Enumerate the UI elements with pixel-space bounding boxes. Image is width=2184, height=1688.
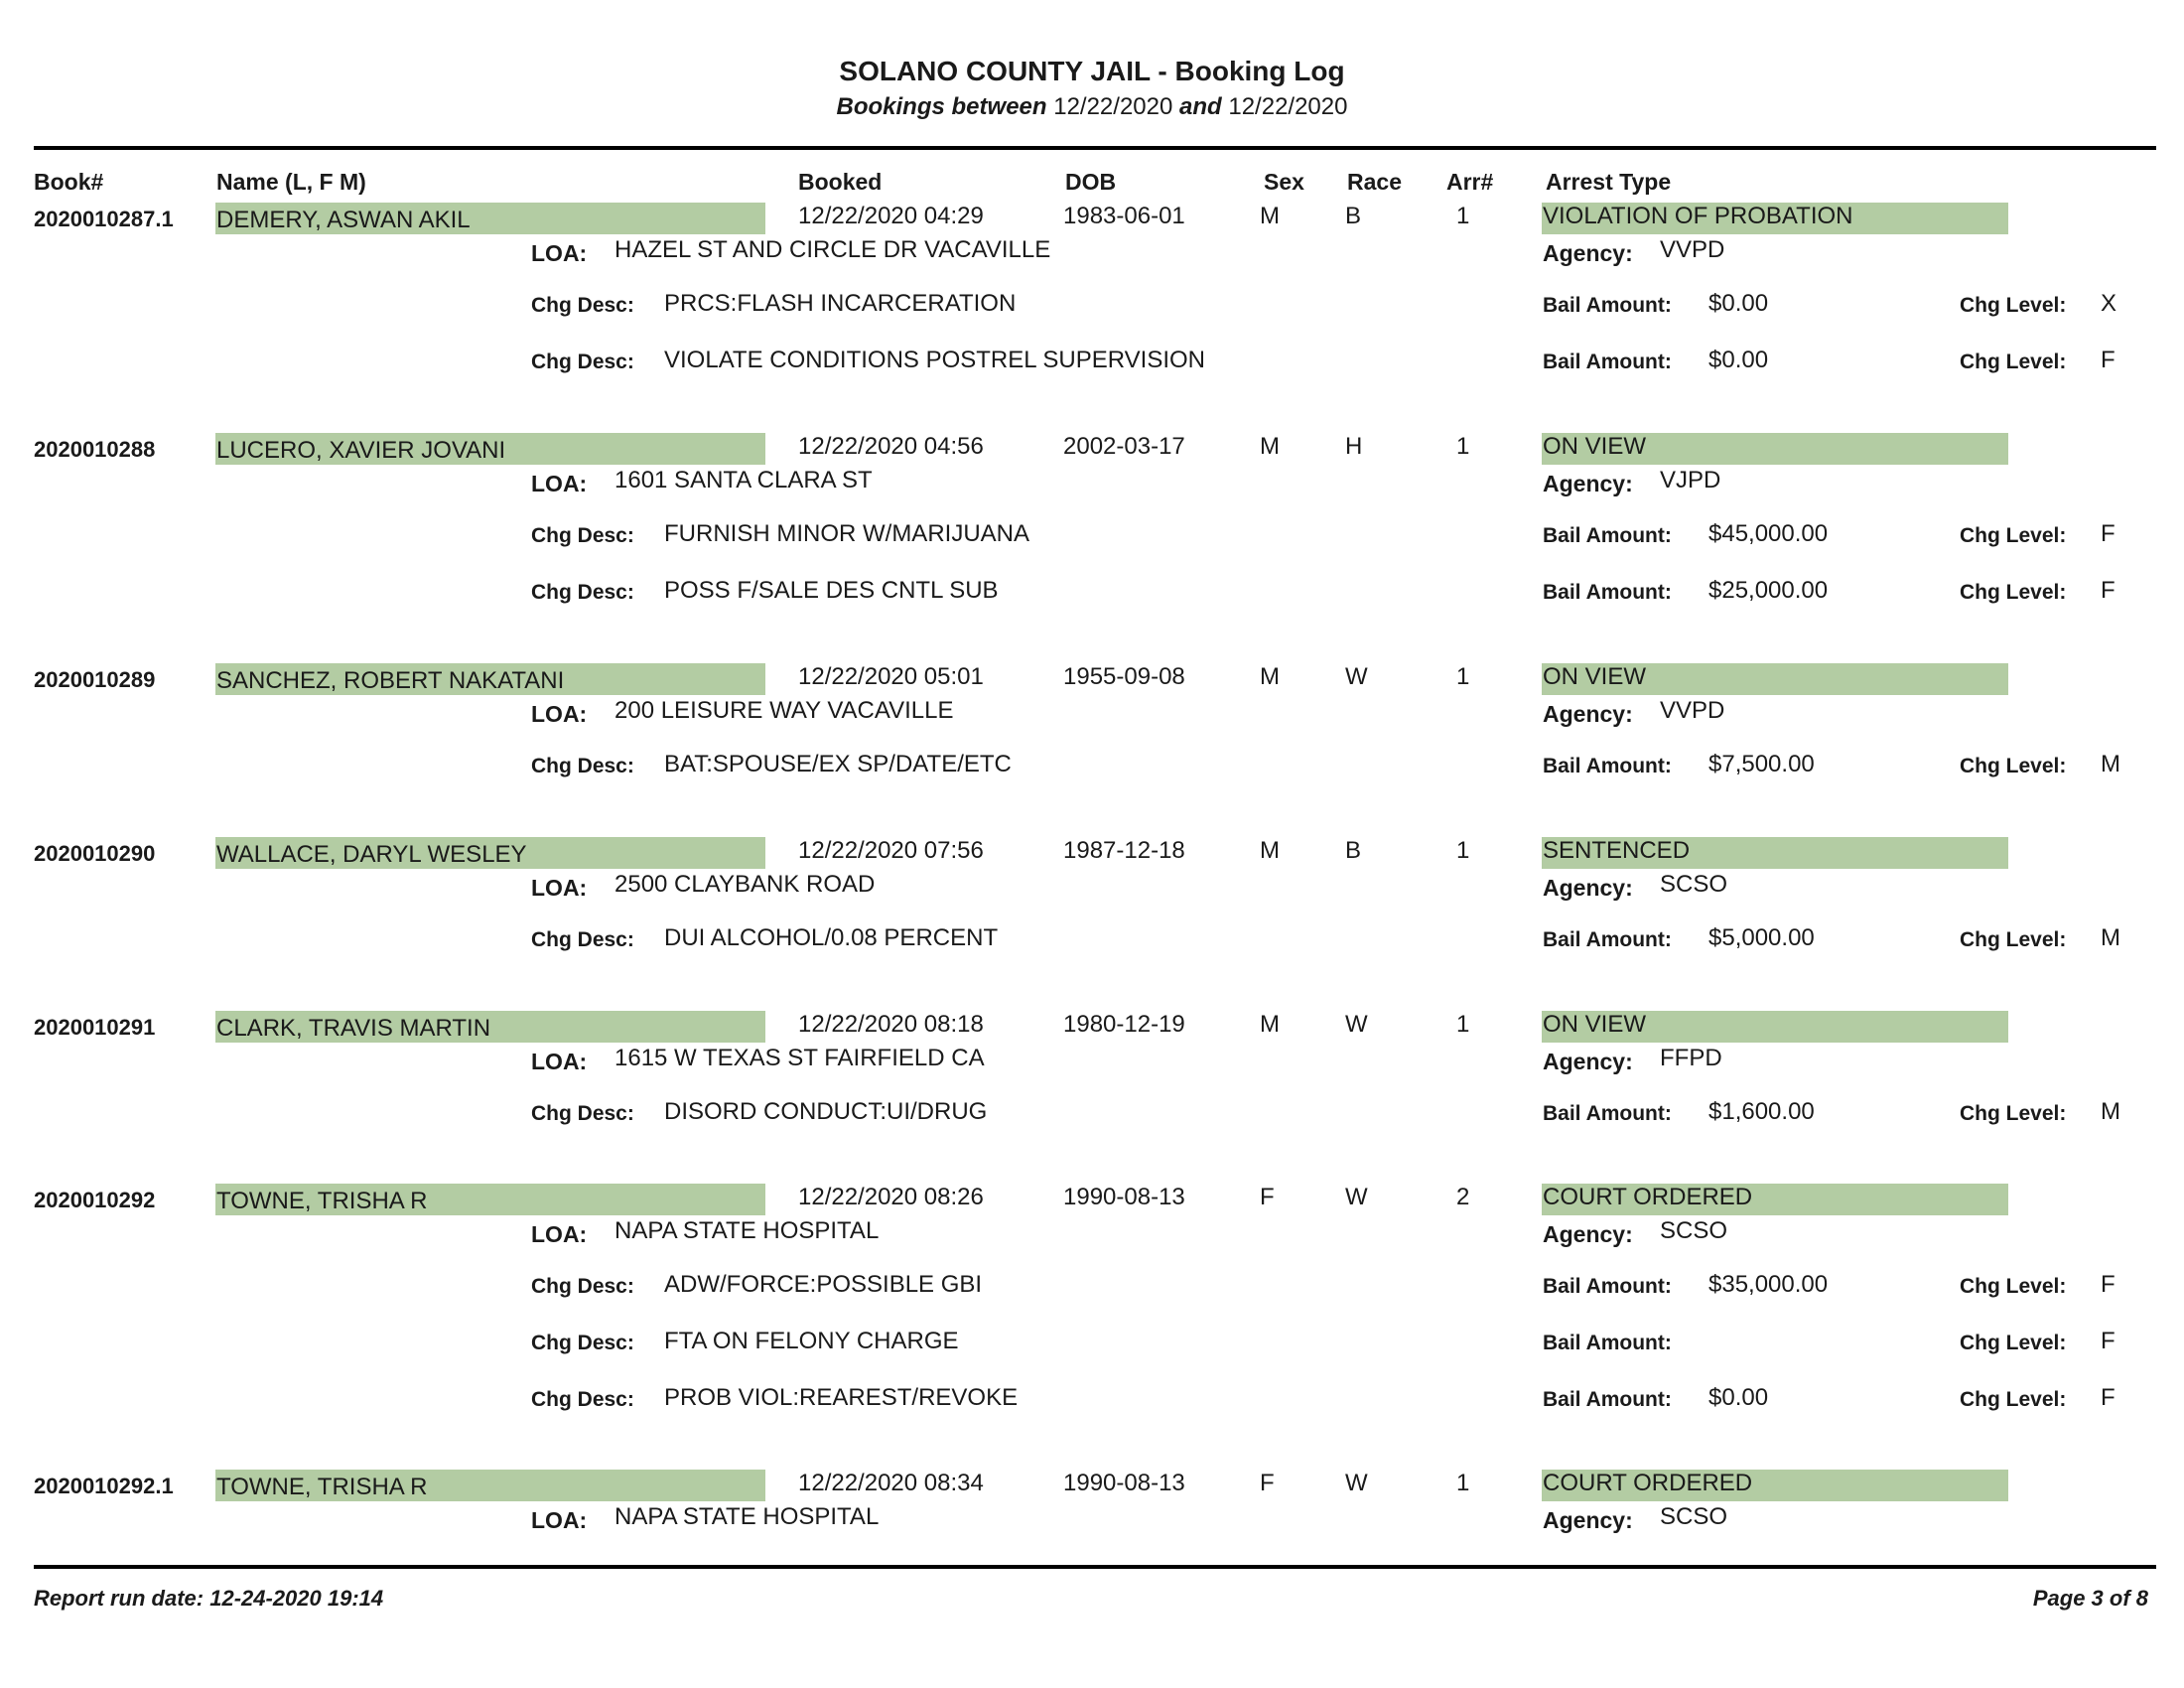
bail-amount-label: Bail Amount: — [1543, 928, 1672, 951]
header-name: Name (L, F M) — [216, 169, 366, 195]
book-number: 2020010291 — [34, 1015, 156, 1040]
header-dob: DOB — [1065, 169, 1117, 195]
sex-value: F — [1260, 1470, 1275, 1496]
bail-amount: $0.00 — [1708, 347, 1769, 373]
inmate-name: LUCERO, XAVIER JOVANI — [216, 437, 506, 464]
charge-level-label: Chg Level: — [1960, 755, 2067, 777]
booking-record — [0, 663, 2184, 777]
charge-desc-label: Chg Desc: — [531, 1275, 634, 1298]
end-date: 12/22/2020 — [1228, 93, 1348, 120]
inmate-name: WALLACE, DARYL WESLEY — [216, 841, 527, 868]
loa-label: LOA: — [531, 1507, 588, 1533]
charge-level: M — [2101, 1098, 2120, 1125]
loa-label: LOA: — [531, 1049, 588, 1074]
sex-value: M — [1260, 203, 1280, 229]
bail-amount: $1,600.00 — [1708, 1098, 1815, 1125]
charge-level-label: Chg Level: — [1960, 351, 2067, 373]
book-number: 2020010287.1 — [34, 207, 174, 231]
charge-level: F — [2101, 347, 2116, 373]
agency-value: FFPD — [1660, 1045, 1722, 1071]
charge-desc-label: Chg Desc: — [531, 755, 634, 777]
charge-desc: VIOLATE CONDITIONS POSTREL SUPERVISION — [664, 347, 1206, 373]
date-of-birth: 1955-09-08 — [1063, 663, 1185, 690]
bail-amount: $0.00 — [1708, 290, 1769, 317]
booking-record — [0, 1470, 2184, 1533]
charge-level: M — [2101, 924, 2120, 951]
race-value: B — [1345, 837, 1362, 864]
charge-desc-label: Chg Desc: — [531, 524, 634, 547]
race-value: W — [1345, 1011, 1368, 1038]
arrest-count: 1 — [1456, 203, 1470, 229]
charge-level-label: Chg Level: — [1960, 581, 2067, 604]
bail-amount-label: Bail Amount: — [1543, 1275, 1672, 1298]
loa-value: 200 LEISURE WAY VACAVILLE — [614, 697, 954, 724]
page-number: Page 3 of 8 — [2032, 1586, 2148, 1611]
header-book: Book# — [34, 169, 104, 195]
date-of-birth: 1987-12-18 — [1063, 837, 1185, 864]
header-arrest-type: Arrest Type — [1546, 169, 1672, 195]
charge-level-label: Chg Level: — [1960, 928, 2067, 951]
header-race: Race — [1347, 169, 1402, 195]
charge-desc-label: Chg Desc: — [531, 351, 634, 373]
arrest-type: COURT ORDERED — [1543, 1184, 1753, 1210]
bail-amount-label: Bail Amount: — [1543, 524, 1672, 547]
charge-desc-label: Chg Desc: — [531, 581, 634, 604]
report-subtitle — [0, 93, 2184, 121]
loa-label: LOA: — [531, 240, 588, 266]
book-number: 2020010292.1 — [34, 1474, 174, 1498]
report-title: SOLANO COUNTY JAIL - Booking Log — [839, 56, 1345, 86]
bail-amount: $25,000.00 — [1708, 577, 1829, 604]
booked-datetime: 12/22/2020 04:56 — [798, 433, 984, 460]
booked-datetime: 12/22/2020 04:29 — [798, 203, 984, 229]
bail-amount-label: Bail Amount: — [1543, 294, 1672, 317]
sex-value: M — [1260, 837, 1280, 864]
bail-amount: $5,000.00 — [1708, 924, 1815, 951]
charge-desc: FURNISH MINOR W/MARIJUANA — [664, 520, 1029, 547]
charge-level: F — [2101, 1271, 2116, 1298]
charge-desc: ADW/FORCE:POSSIBLE GBI — [664, 1271, 983, 1298]
arrest-count: 1 — [1456, 433, 1470, 460]
booking-record — [0, 1184, 2184, 1411]
charge-desc: FTA ON FELONY CHARGE — [664, 1328, 959, 1354]
arrest-type: COURT ORDERED — [1543, 1470, 1753, 1496]
arrest-type: SENTENCED — [1543, 837, 1691, 864]
loa-value: NAPA STATE HOSPITAL — [614, 1217, 880, 1244]
agency-value: VVPD — [1660, 697, 1725, 724]
charge-desc-label: Chg Desc: — [531, 1388, 634, 1411]
loa-value: 1615 W TEXAS ST FAIRFIELD CA — [614, 1045, 985, 1071]
loa-label: LOA: — [531, 471, 588, 496]
booking-record — [0, 1011, 2184, 1125]
booked-datetime: 12/22/2020 07:56 — [798, 837, 984, 864]
bail-amount-label: Bail Amount: — [1543, 351, 1672, 373]
header-booked: Booked — [798, 169, 883, 195]
agency-label: Agency: — [1543, 471, 1633, 496]
footer-rule — [34, 1565, 2156, 1569]
charge-level: F — [2101, 520, 2116, 547]
report-run-date: Report run date: 12-24-2020 19:14 — [34, 1586, 384, 1611]
bail-amount-label: Bail Amount: — [1543, 1332, 1672, 1354]
date-of-birth: 1990-08-13 — [1063, 1184, 1185, 1210]
agency-value: SCSO — [1660, 1503, 1728, 1530]
date-of-birth: 1980-12-19 — [1063, 1011, 1185, 1038]
race-value: W — [1345, 1470, 1368, 1496]
charge-desc: POSS F/SALE DES CNTL SUB — [664, 577, 999, 604]
bail-amount: $35,000.00 — [1708, 1271, 1829, 1298]
agency-label: Agency: — [1543, 1049, 1633, 1074]
booking-record — [0, 837, 2184, 951]
agency-value: VJPD — [1660, 467, 1721, 493]
agency-label: Agency: — [1543, 1507, 1633, 1533]
arrest-type: VIOLATION OF PROBATION — [1543, 203, 1853, 229]
header-sex: Sex — [1264, 169, 1304, 195]
charge-level-label: Chg Level: — [1960, 1332, 2067, 1354]
race-value: B — [1345, 203, 1362, 229]
inmate-name: SANCHEZ, ROBERT NAKATANI — [216, 667, 565, 694]
charge-desc-label: Chg Desc: — [531, 1102, 634, 1125]
booking-record — [0, 203, 2184, 373]
race-value: H — [1345, 433, 1363, 460]
bail-amount: $45,000.00 — [1708, 520, 1829, 547]
charge-level: M — [2101, 751, 2120, 777]
booking-record — [0, 433, 2184, 604]
loa-value: 1601 SANTA CLARA ST — [614, 467, 873, 493]
start-date: 12/22/2020 — [1053, 93, 1173, 120]
booked-datetime: 12/22/2020 08:34 — [798, 1470, 984, 1496]
bail-amount-label: Bail Amount: — [1543, 755, 1672, 777]
agency-label: Agency: — [1543, 240, 1633, 266]
book-number: 2020010292 — [34, 1188, 156, 1212]
charge-desc: PRCS:FLASH INCARCERATION — [664, 290, 1017, 317]
charge-level: F — [2101, 1384, 2116, 1411]
date-of-birth: 1990-08-13 — [1063, 1470, 1185, 1496]
book-number: 2020010288 — [34, 437, 156, 462]
race-value: W — [1345, 1184, 1368, 1210]
book-number: 2020010290 — [34, 841, 156, 866]
booked-datetime: 12/22/2020 08:18 — [798, 1011, 984, 1038]
agency-label: Agency: — [1543, 1221, 1633, 1247]
sex-value: M — [1260, 663, 1280, 690]
agency-value: SCSO — [1660, 1217, 1728, 1244]
date-of-birth: 1983-06-01 — [1063, 203, 1185, 229]
book-number: 2020010289 — [34, 667, 156, 692]
loa-value: HAZEL ST AND CIRCLE DR VACAVILLE — [614, 236, 1051, 263]
bail-amount-label: Bail Amount: — [1543, 1388, 1672, 1411]
charge-level-label: Chg Level: — [1960, 1102, 2067, 1125]
charge-desc: PROB VIOL:REAREST/REVOKE — [664, 1384, 1019, 1411]
charge-level: X — [2101, 290, 2117, 317]
inmate-name: TOWNE, TRISHA R — [216, 1188, 428, 1214]
arrest-type: ON VIEW — [1543, 433, 1647, 460]
bail-amount: $7,500.00 — [1708, 751, 1815, 777]
charge-desc-label: Chg Desc: — [531, 1332, 634, 1354]
bail-amount-label: Bail Amount: — [1543, 581, 1672, 604]
agency-value: SCSO — [1660, 871, 1728, 898]
charge-level: F — [2101, 1328, 2116, 1354]
agency-label: Agency: — [1543, 875, 1633, 901]
subtitle-and: and — [1179, 93, 1222, 120]
arrest-type: ON VIEW — [1543, 663, 1647, 690]
inmate-name: TOWNE, TRISHA R — [216, 1474, 428, 1500]
charge-desc: DISORD CONDUCT:UI/DRUG — [664, 1098, 988, 1125]
loa-label: LOA: — [531, 1221, 588, 1247]
sex-value: M — [1260, 433, 1280, 460]
sex-value: F — [1260, 1184, 1275, 1210]
inmate-name: DEMERY, ASWAN AKIL — [216, 207, 471, 233]
date-of-birth: 2002-03-17 — [1063, 433, 1185, 460]
charge-level-label: Chg Level: — [1960, 524, 2067, 547]
arrest-type: ON VIEW — [1543, 1011, 1647, 1038]
arrest-count: 1 — [1456, 837, 1470, 864]
loa-value: 2500 CLAYBANK ROAD — [614, 871, 876, 898]
charge-level-label: Chg Level: — [1960, 1275, 2067, 1298]
charge-desc: DUI ALCOHOL/0.08 PERCENT — [664, 924, 999, 951]
booked-datetime: 12/22/2020 08:26 — [798, 1184, 984, 1210]
loa-value: NAPA STATE HOSPITAL — [614, 1503, 880, 1530]
bail-amount-label: Bail Amount: — [1543, 1102, 1672, 1125]
header-rule — [34, 146, 2156, 150]
arrest-count: 2 — [1456, 1184, 1470, 1210]
charge-level: F — [2101, 577, 2116, 604]
charge-level-label: Chg Level: — [1960, 1388, 2067, 1411]
header-arr: Arr# — [1446, 169, 1494, 195]
agency-label: Agency: — [1543, 701, 1633, 727]
charge-desc-label: Chg Desc: — [531, 294, 634, 317]
loa-label: LOA: — [531, 701, 588, 727]
loa-label: LOA: — [531, 875, 588, 901]
sex-value: M — [1260, 1011, 1280, 1038]
subtitle-prefix: Bookings between — [836, 93, 1047, 120]
charge-desc: BAT:SPOUSE/EX SP/DATE/ETC — [664, 751, 1012, 777]
booked-datetime: 12/22/2020 05:01 — [798, 663, 984, 690]
arrest-count: 1 — [1456, 1011, 1470, 1038]
charge-level-label: Chg Level: — [1960, 294, 2067, 317]
agency-value: VVPD — [1660, 236, 1725, 263]
race-value: W — [1345, 663, 1368, 690]
charge-desc-label: Chg Desc: — [531, 928, 634, 951]
bail-amount: $0.00 — [1708, 1384, 1769, 1411]
inmate-name: CLARK, TRAVIS MARTIN — [216, 1015, 491, 1042]
arrest-count: 1 — [1456, 663, 1470, 690]
arrest-count: 1 — [1456, 1470, 1470, 1496]
